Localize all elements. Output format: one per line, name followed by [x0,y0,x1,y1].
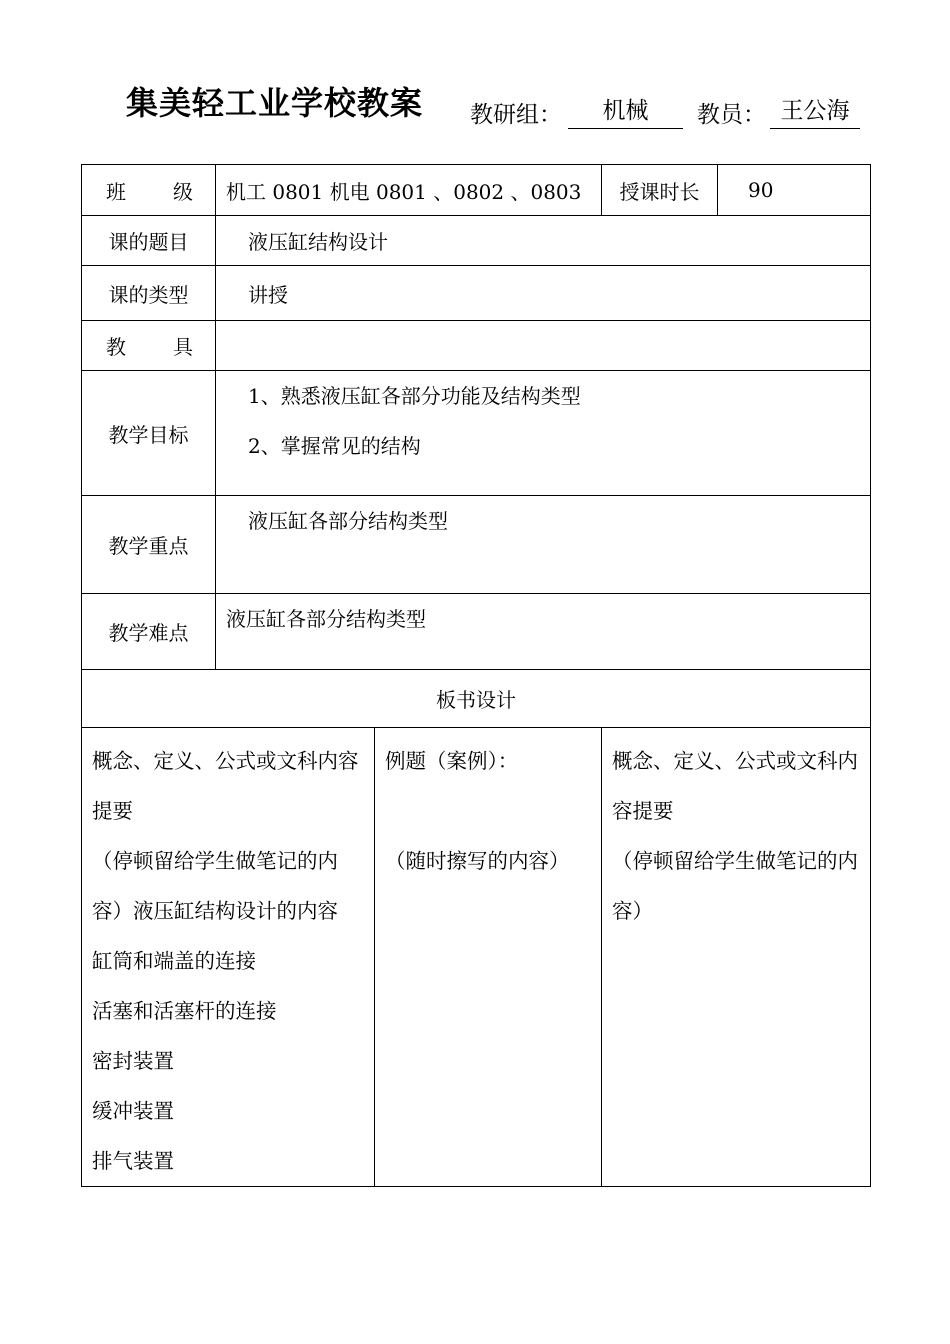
duration-label: 授课时长 [602,165,718,216]
key-points-label: 教学重点 [82,496,216,594]
tools-label: 教 具 [82,321,216,371]
goals-label: 教学目标 [82,371,216,496]
board-left-text: （停顿留给学生做笔记的内容）液压缸结构设计的内容 [92,849,338,923]
board-left-text: 缸筒和端盖的连接 [92,949,256,973]
board-middle-text: （随时擦写的内容） [385,849,570,873]
school-title: 集美轻工业学校教案 [126,84,424,122]
board-left-text: 排气装置 [92,1149,174,1173]
key-points-row [82,496,871,594]
page-header [0,0,950,150]
board-right-text: （停顿留给学生做笔记的内容） [612,849,859,923]
board-left-text: 缓冲装置 [92,1099,174,1123]
teaching-group-value: 机械 [568,96,683,129]
key-points-value: 液压缸各部分结构类型 [216,496,871,594]
difficulties-row [82,594,871,670]
board-left-text: 概念、定义、公式或文科内容提要 [92,749,359,823]
goal-item: 2、掌握常见的结构 [248,434,421,458]
duration-value: 90 [718,165,871,216]
board-left-text: 密封装置 [92,1049,174,1073]
board-content-row [82,728,871,1187]
difficulties-value: 液压缸各部分结构类型 [216,594,871,670]
difficulties-label: 教学难点 [82,594,216,670]
board-title-row [82,670,871,728]
board-left-text: 活塞和活塞杆的连接 [92,999,277,1023]
type-value: 讲授 [216,266,871,321]
type-label: 课的类型 [82,266,216,321]
board-left-column [82,728,375,1187]
topic-row [82,216,871,266]
tools-row [82,321,871,371]
board-middle-column [375,728,602,1187]
class-label: 班 级 [82,165,216,216]
tools-value [216,321,871,371]
goals-list [216,371,871,496]
board-middle-text: 例题（案例）： [385,749,519,773]
class-value: 机工 0801 机电 0801 、0802 、0803 [216,165,602,216]
teacher-value: 王公海 [770,96,860,129]
board-title: 板书设计 [82,670,871,728]
topic-value: 液压缸结构设计 [216,216,871,266]
type-row [82,266,871,321]
goals-row [82,371,871,496]
board-right-text: 概念、定义、公式或文科内容提要 [612,749,859,823]
class-row [82,165,871,216]
board-right-column [602,728,871,1187]
teaching-group-label: 教研组： [470,102,562,128]
lesson-plan-table [81,164,871,1187]
topic-label: 课的题目 [82,216,216,266]
board-middle-text [385,786,593,836]
goal-item: 1、熟悉液压缸各部分功能及结构类型 [248,384,581,408]
teacher-label: 教员： [697,102,766,128]
